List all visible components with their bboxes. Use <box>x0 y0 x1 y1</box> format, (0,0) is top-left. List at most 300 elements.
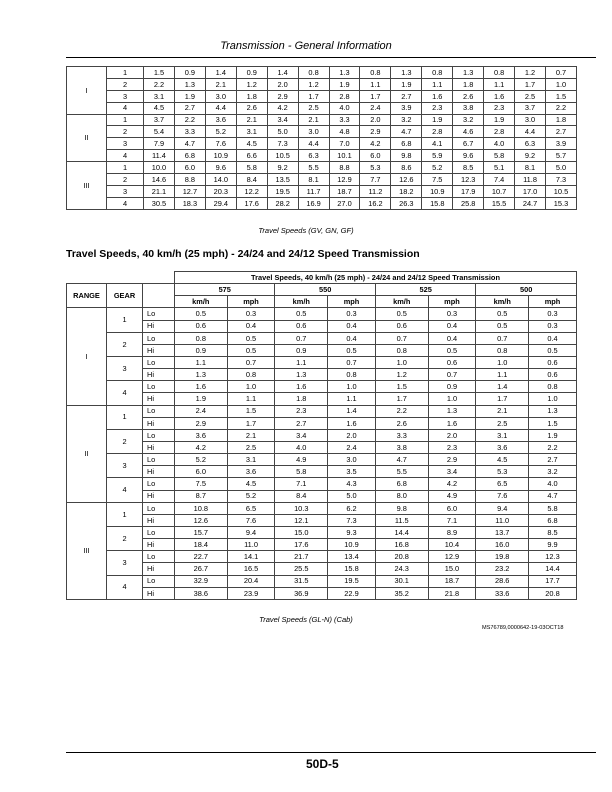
speed-cell: 9.4 <box>227 526 275 538</box>
speed-cell: 18.3 <box>174 197 205 209</box>
speed-cell: 11.5 <box>375 514 428 526</box>
speed-cell: 10.4 <box>428 539 476 551</box>
speed-cell: 25.5 <box>275 563 328 575</box>
lo-hi-cell: Lo <box>143 356 175 368</box>
lo-hi-cell: Lo <box>143 454 175 466</box>
speed-cell: 19.5 <box>267 185 298 197</box>
table-row <box>67 174 577 186</box>
speed-cell: 1.3 <box>275 369 328 381</box>
table2-title-row <box>67 272 577 284</box>
lo-hi-cell: Hi <box>143 393 175 405</box>
speed-cell: 1.5 <box>529 417 577 429</box>
speed-cell: 1.6 <box>175 381 228 393</box>
speed-cell: 12.7 <box>174 185 205 197</box>
table-row <box>67 138 577 150</box>
speed-cell: 2.9 <box>428 454 476 466</box>
speed-cell: 2.8 <box>422 126 453 138</box>
speed-cell: 6.8 <box>529 514 577 526</box>
table-row <box>67 356 577 368</box>
table-row <box>67 587 577 599</box>
speed-cell: 3.1 <box>144 90 175 102</box>
speed-cell: 4.7 <box>529 490 577 502</box>
speed-cell: 3.7 <box>515 102 546 114</box>
speed-cell: 9.2 <box>267 162 298 174</box>
speed-cell: 21.7 <box>275 551 328 563</box>
speed-cell: 6.8 <box>375 478 428 490</box>
speed-cell: 1.7 <box>227 417 275 429</box>
speed-cell: 2.9 <box>267 90 298 102</box>
lo-hi-cell: Lo <box>143 332 175 344</box>
speed-cell: 1.7 <box>298 90 329 102</box>
speed-cell: 1.6 <box>275 381 328 393</box>
table-row <box>67 563 577 575</box>
table-row <box>67 405 577 417</box>
speed-cell: 15.0 <box>275 526 328 538</box>
speed-cell: 3.3 <box>174 126 205 138</box>
table-row <box>67 393 577 405</box>
speed-cell: 1.3 <box>428 405 476 417</box>
speed-cell: 2.9 <box>175 417 228 429</box>
speed-cell: 19.5 <box>328 575 376 587</box>
speed-cell: 5.0 <box>545 162 576 174</box>
lo-hi-cell: Hi <box>143 369 175 381</box>
table-row <box>67 185 577 197</box>
speed-cell: 36.9 <box>275 587 328 599</box>
speed-cell: 7.4 <box>484 174 515 186</box>
speed-cell: 2.2 <box>174 114 205 126</box>
speed-cell: 15.3 <box>545 197 576 209</box>
speed-cell: 0.8 <box>375 344 428 356</box>
speed-cell: 7.5 <box>175 478 228 490</box>
speed-cell: 11.0 <box>476 514 529 526</box>
speed-cell: 1.2 <box>298 78 329 90</box>
header-rule <box>66 57 596 58</box>
table-row <box>67 441 577 453</box>
speed-cell: 1.0 <box>476 356 529 368</box>
speed-cell: 3.6 <box>476 441 529 453</box>
speed-cell: 10.0 <box>144 162 175 174</box>
document-code: MS76789,0000642-19-03OCT18 <box>482 625 564 631</box>
speed-cell: 3.1 <box>476 429 529 441</box>
speed-cell: 1.5 <box>375 381 428 393</box>
speed-cell: 1.0 <box>428 393 476 405</box>
gear-cell: 2 <box>107 526 143 550</box>
speed-cell: 5.8 <box>275 466 328 478</box>
speed-cell: 4.0 <box>275 441 328 453</box>
speed-cell: 1.0 <box>227 381 275 393</box>
speed-cell: 20.3 <box>205 185 236 197</box>
speed-cell: 4.5 <box>236 138 267 150</box>
speed-cell: 4.0 <box>484 138 515 150</box>
speed-cell: 15.8 <box>328 563 376 575</box>
speed-cell: 2.4 <box>175 405 228 417</box>
speed-cell: 21.1 <box>144 185 175 197</box>
speed-cell: 11.0 <box>227 539 275 551</box>
speed-cell: 4.5 <box>227 478 275 490</box>
speed-cell: 3.4 <box>428 466 476 478</box>
gear-cell: 3 <box>107 551 143 575</box>
speed-cell: 4.9 <box>275 454 328 466</box>
speed-cell: 3.0 <box>515 114 546 126</box>
speed-cell: 0.8 <box>529 381 577 393</box>
unit-header: km/h <box>476 296 529 308</box>
speed-cell: 7.9 <box>144 138 175 150</box>
speed-cell: 8.5 <box>453 162 484 174</box>
lo-hi-cell: Hi <box>143 441 175 453</box>
speed-cell: 1.2 <box>515 67 546 79</box>
speed-cell: 2.5 <box>515 90 546 102</box>
speed-cell: 7.1 <box>275 478 328 490</box>
speed-cell: 1.9 <box>484 114 515 126</box>
speed-cell: 1.4 <box>476 381 529 393</box>
speed-cell: 12.9 <box>329 174 360 186</box>
speed-cell: 15.7 <box>175 526 228 538</box>
speed-cell: 2.0 <box>328 429 376 441</box>
speed-cell: 3.2 <box>391 114 422 126</box>
speed-cell: 0.4 <box>529 332 577 344</box>
speed-cell: 0.4 <box>227 320 275 332</box>
lo-hi-cell: Lo <box>143 526 175 538</box>
unit-header: km/h <box>375 296 428 308</box>
speed-cell: 1.5 <box>545 90 576 102</box>
table-row <box>67 454 577 466</box>
speed-cell: 0.4 <box>328 320 376 332</box>
speed-cell: 18.7 <box>329 185 360 197</box>
speed-cell: 9.9 <box>529 539 577 551</box>
speed-cell: 31.5 <box>275 575 328 587</box>
speed-cell: 2.7 <box>275 417 328 429</box>
unit-header: km/h <box>175 296 228 308</box>
speed-cell: 0.7 <box>428 369 476 381</box>
speed-header: 550 <box>275 284 375 296</box>
speed-cell: 3.3 <box>329 114 360 126</box>
table2-caption: Travel Speeds (GL-N) (Cab) <box>259 615 353 624</box>
unit-header: mph <box>328 296 376 308</box>
table-row <box>67 369 577 381</box>
speed-cell: 6.8 <box>391 138 422 150</box>
speed-cell: 0.6 <box>275 320 328 332</box>
speed-cell: 5.8 <box>236 162 267 174</box>
table-row <box>67 114 577 126</box>
speed-cell: 2.6 <box>453 90 484 102</box>
speed-cell: 2.3 <box>484 102 515 114</box>
speed-cell: 1.0 <box>529 393 577 405</box>
speed-cell: 11.2 <box>360 185 391 197</box>
speed-cell: 0.3 <box>227 308 275 320</box>
speed-cell: 0.8 <box>476 344 529 356</box>
speed-cell: 1.9 <box>329 78 360 90</box>
speed-cell: 4.7 <box>174 138 205 150</box>
speed-cell: 8.9 <box>428 526 476 538</box>
speed-cell: 1.6 <box>422 90 453 102</box>
lo-hi-cell: Hi <box>143 539 175 551</box>
speed-cell: 24.3 <box>375 563 428 575</box>
speed-cell: 8.1 <box>298 174 329 186</box>
range-cell: I <box>67 308 107 405</box>
speed-cell: 4.1 <box>422 138 453 150</box>
section-title: Travel Speeds, 40 km/h (25 mph) - 24/24 and 24/12 Speed Transmission <box>66 248 420 260</box>
speed-cell: 1.3 <box>329 67 360 79</box>
speed-cell: 5.2 <box>205 126 236 138</box>
speed-cell: 1.4 <box>205 67 236 79</box>
table-row <box>67 526 577 538</box>
speed-cell: 0.6 <box>529 369 577 381</box>
table-row <box>67 162 577 174</box>
speed-cell: 1.4 <box>267 67 298 79</box>
lo-hi-cell: Lo <box>143 405 175 417</box>
table-row <box>67 308 577 320</box>
speed-cell: 4.2 <box>428 478 476 490</box>
speed-cell: 3.9 <box>545 138 576 150</box>
speed-cell: 2.2 <box>375 405 428 417</box>
speed-cell: 14.4 <box>375 526 428 538</box>
speed-cell: 3.2 <box>529 466 577 478</box>
table-row <box>67 67 577 79</box>
speed-cell: 12.3 <box>453 174 484 186</box>
gear-cell: 4 <box>107 381 143 405</box>
table-row <box>67 575 577 587</box>
speed-cell: 1.0 <box>328 381 376 393</box>
travel-speeds-table-gv-gn-gf <box>66 66 577 210</box>
speed-cell: 2.0 <box>360 114 391 126</box>
speed-header: 500 <box>476 284 577 296</box>
unit-header: km/h <box>275 296 328 308</box>
speed-cell: 0.5 <box>227 344 275 356</box>
speed-cell: 27.0 <box>329 197 360 209</box>
lo-hi-cell: Lo <box>143 381 175 393</box>
speed-cell: 0.3 <box>428 308 476 320</box>
speed-cell: 2.0 <box>428 429 476 441</box>
speed-cell: 8.8 <box>174 174 205 186</box>
speed-cell: 5.2 <box>422 162 453 174</box>
gear-cell: 2 <box>107 332 143 356</box>
speed-cell: 2.5 <box>227 441 275 453</box>
speed-cell: 2.1 <box>205 78 236 90</box>
speed-cell: 0.9 <box>174 67 205 79</box>
speed-cell: 30.1 <box>375 575 428 587</box>
speed-cell: 9.8 <box>391 150 422 162</box>
speed-cell: 0.5 <box>375 308 428 320</box>
speed-cell: 1.9 <box>175 393 228 405</box>
sub-header <box>143 284 175 308</box>
speed-cell: 5.8 <box>529 502 577 514</box>
speed-cell: 1.3 <box>175 369 228 381</box>
table-row <box>67 102 577 114</box>
speed-cell: 20.8 <box>375 551 428 563</box>
speed-cell: 3.6 <box>227 466 275 478</box>
speed-cell: 24.7 <box>515 197 546 209</box>
speed-cell: 4.5 <box>144 102 175 114</box>
speed-cell: 0.6 <box>428 356 476 368</box>
speed-cell: 1.0 <box>545 78 576 90</box>
speed-cell: 0.7 <box>545 67 576 79</box>
table-row <box>67 429 577 441</box>
gear-cell: 2 <box>107 174 144 186</box>
speed-cell: 4.0 <box>529 478 577 490</box>
speed-cell: 6.3 <box>515 138 546 150</box>
speed-cell: 0.8 <box>328 369 376 381</box>
speed-cell: 3.1 <box>227 454 275 466</box>
speed-cell: 6.5 <box>227 502 275 514</box>
speed-cell: 5.8 <box>484 150 515 162</box>
speed-cell: 12.3 <box>529 551 577 563</box>
speed-cell: 9.2 <box>515 150 546 162</box>
speed-cell: 9.3 <box>328 526 376 538</box>
speed-cell: 2.1 <box>476 405 529 417</box>
gear-cell: 3 <box>107 138 144 150</box>
speed-cell: 3.3 <box>375 429 428 441</box>
speed-cell: 12.2 <box>236 185 267 197</box>
speed-cell: 28.2 <box>267 197 298 209</box>
speed-cell: 1.1 <box>422 78 453 90</box>
speed-cell: 17.9 <box>453 185 484 197</box>
speed-cell: 1.6 <box>484 90 515 102</box>
speed-cell: 5.0 <box>328 490 376 502</box>
speed-cell: 8.8 <box>329 162 360 174</box>
lo-hi-cell: Lo <box>143 575 175 587</box>
speed-cell: 38.6 <box>175 587 228 599</box>
gear-cell: 1 <box>107 67 144 79</box>
speed-cell: 1.8 <box>453 78 484 90</box>
speed-cell: 13.4 <box>328 551 376 563</box>
lo-hi-cell: Hi <box>143 587 175 599</box>
speed-cell: 3.6 <box>175 429 228 441</box>
table-row <box>67 381 577 393</box>
lo-hi-cell: Hi <box>143 514 175 526</box>
lo-hi-cell: Lo <box>143 308 175 320</box>
speed-cell: 32.9 <box>175 575 228 587</box>
speed-cell: 5.7 <box>545 150 576 162</box>
gear-cell: 3 <box>107 356 143 380</box>
speed-cell: 23.9 <box>227 587 275 599</box>
speed-cell: 4.6 <box>453 126 484 138</box>
lo-hi-cell: Lo <box>143 429 175 441</box>
gear-cell: 1 <box>107 405 143 429</box>
speed-cell: 9.4 <box>476 502 529 514</box>
speed-cell: 7.3 <box>545 174 576 186</box>
speed-cell: 1.3 <box>453 67 484 79</box>
gear-cell: 3 <box>107 454 143 478</box>
speed-cell: 6.7 <box>453 138 484 150</box>
speed-cell: 0.3 <box>529 308 577 320</box>
speed-cell: 2.6 <box>375 417 428 429</box>
speed-cell: 30.5 <box>144 197 175 209</box>
speed-cell: 7.6 <box>476 490 529 502</box>
speed-cell: 4.4 <box>298 138 329 150</box>
speed-cell: 1.1 <box>476 369 529 381</box>
gear-cell: 2 <box>107 78 144 90</box>
speed-cell: 3.0 <box>328 454 376 466</box>
table-row <box>67 490 577 502</box>
speed-cell: 33.6 <box>476 587 529 599</box>
speed-cell: 1.7 <box>360 90 391 102</box>
speed-cell: 3.6 <box>205 114 236 126</box>
speed-cell: 21.8 <box>428 587 476 599</box>
speed-cell: 3.8 <box>375 441 428 453</box>
speed-cell: 0.3 <box>328 308 376 320</box>
speed-cell: 4.2 <box>267 102 298 114</box>
speed-cell: 1.3 <box>391 67 422 79</box>
speed-cell: 2.4 <box>328 441 376 453</box>
speed-cell: 15.0 <box>428 563 476 575</box>
range-cell: III <box>67 502 107 599</box>
speed-cell: 8.4 <box>236 174 267 186</box>
speed-cell: 1.9 <box>529 429 577 441</box>
speed-cell: 2.3 <box>428 441 476 453</box>
speed-cell: 10.9 <box>328 539 376 551</box>
speed-cell: 0.5 <box>275 308 328 320</box>
speed-cell: 0.6 <box>175 320 228 332</box>
speed-cell: 25.8 <box>453 197 484 209</box>
speed-cell: 10.7 <box>484 185 515 197</box>
speed-cell: 16.0 <box>476 539 529 551</box>
speed-cell: 14.1 <box>227 551 275 563</box>
lo-hi-cell: Hi <box>143 466 175 478</box>
speed-cell: 22.9 <box>328 587 376 599</box>
table-row <box>67 539 577 551</box>
speed-cell: 6.2 <box>328 502 376 514</box>
speed-cell: 10.5 <box>267 150 298 162</box>
speed-cell: 10.8 <box>175 502 228 514</box>
range-cell: III <box>67 162 107 210</box>
speed-cell: 16.8 <box>375 539 428 551</box>
speed-cell: 1.1 <box>227 393 275 405</box>
speed-cell: 7.6 <box>205 138 236 150</box>
speed-cell: 2.7 <box>174 102 205 114</box>
speed-cell: 8.1 <box>515 162 546 174</box>
speed-cell: 10.9 <box>205 150 236 162</box>
speed-cell: 1.7 <box>476 393 529 405</box>
speed-cell: 2.7 <box>391 90 422 102</box>
speed-cell: 0.5 <box>175 308 228 320</box>
speed-cell: 5.0 <box>267 126 298 138</box>
table2-speed-row <box>67 284 577 296</box>
speed-cell: 28.6 <box>476 575 529 587</box>
speed-cell: 7.1 <box>428 514 476 526</box>
speed-cell: 9.6 <box>205 162 236 174</box>
speed-cell: 0.8 <box>227 369 275 381</box>
speed-cell: 2.3 <box>422 102 453 114</box>
speed-cell: 1.8 <box>275 393 328 405</box>
table-row <box>67 90 577 102</box>
speed-cell: 23.2 <box>476 563 529 575</box>
speed-cell: 7.7 <box>360 174 391 186</box>
speed-cell: 1.1 <box>360 78 391 90</box>
gear-header: GEAR <box>107 284 143 308</box>
speed-cell: 1.1 <box>175 356 228 368</box>
speed-cell: 12.6 <box>175 514 228 526</box>
table-row <box>67 332 577 344</box>
table-row <box>67 150 577 162</box>
speed-cell: 0.8 <box>175 332 228 344</box>
speed-cell: 0.7 <box>375 332 428 344</box>
speed-cell: 1.2 <box>236 78 267 90</box>
speed-cell: 0.9 <box>175 344 228 356</box>
speed-cell: 5.2 <box>175 454 228 466</box>
speed-cell: 7.3 <box>267 138 298 150</box>
speed-cell: 6.5 <box>476 478 529 490</box>
speed-cell: 0.6 <box>375 320 428 332</box>
table1-caption: Travel Speeds (GV, GN, GF) <box>258 226 354 235</box>
speed-cell: 1.7 <box>515 78 546 90</box>
speed-cell: 1.9 <box>422 114 453 126</box>
speed-cell: 1.1 <box>275 356 328 368</box>
speed-cell: 3.0 <box>298 126 329 138</box>
speed-cell: 1.5 <box>227 405 275 417</box>
speed-cell: 0.8 <box>298 67 329 79</box>
page-header-title: Transmission - General Information <box>220 40 392 52</box>
speed-cell: 1.3 <box>529 405 577 417</box>
